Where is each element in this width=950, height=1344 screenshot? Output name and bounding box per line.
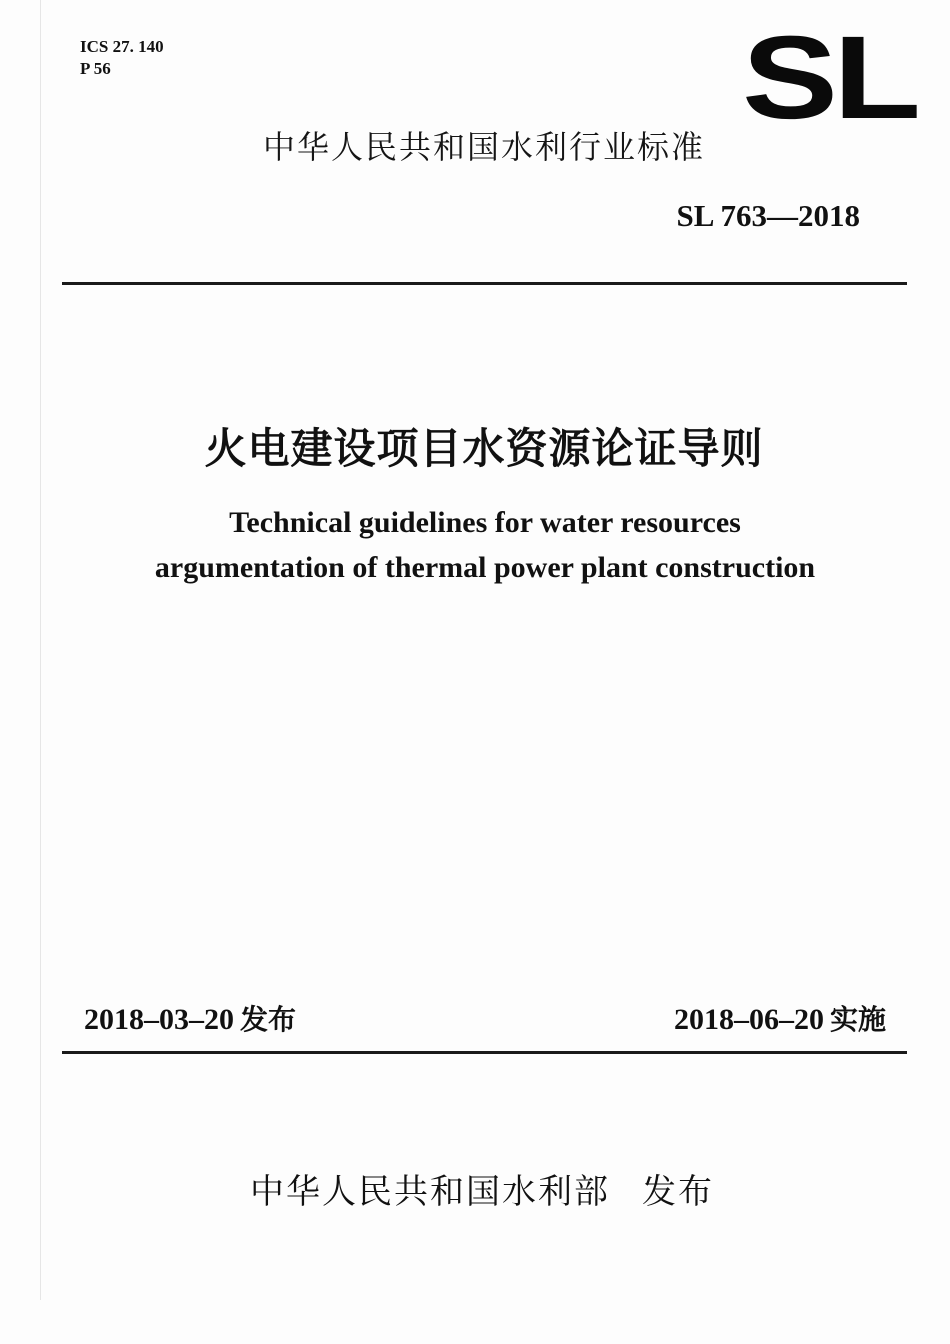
- page-edge: [40, 0, 41, 1300]
- title-english-line-1: Technical guidelines for water resources: [229, 506, 741, 539]
- bottom-divider: [62, 1051, 907, 1054]
- implementation-date-block: [674, 998, 886, 1038]
- title-english-line-2: argumentation of thermal power plant construction: [154, 551, 816, 584]
- sl-logo: SL: [742, 12, 917, 144]
- document-title-english: [0, 500, 950, 590]
- classification-codes: [80, 36, 164, 80]
- category-code: P 56: [80, 59, 111, 78]
- ics-code: ICS 27. 140: [80, 37, 164, 56]
- implementation-label: 实施: [829, 1003, 886, 1036]
- publisher-name: 中华人民共和国水利部: [250, 1172, 610, 1212]
- issue-date-block: [84, 998, 296, 1038]
- standard-number: SL 763—2018: [676, 198, 860, 233]
- standard-type-label: 中华人民共和国水利行业标准: [262, 128, 705, 166]
- top-divider: [62, 282, 907, 285]
- implementation-date: 2018–06–20: [673, 1003, 824, 1036]
- publish-action: 发布: [642, 1172, 714, 1212]
- document-title-chinese: 火电建设项目水资源论证导则: [204, 424, 764, 473]
- issue-date: 2018–03–20: [84, 1003, 234, 1036]
- publisher-block: [250, 1164, 714, 1213]
- issue-label: 发布: [240, 1003, 297, 1036]
